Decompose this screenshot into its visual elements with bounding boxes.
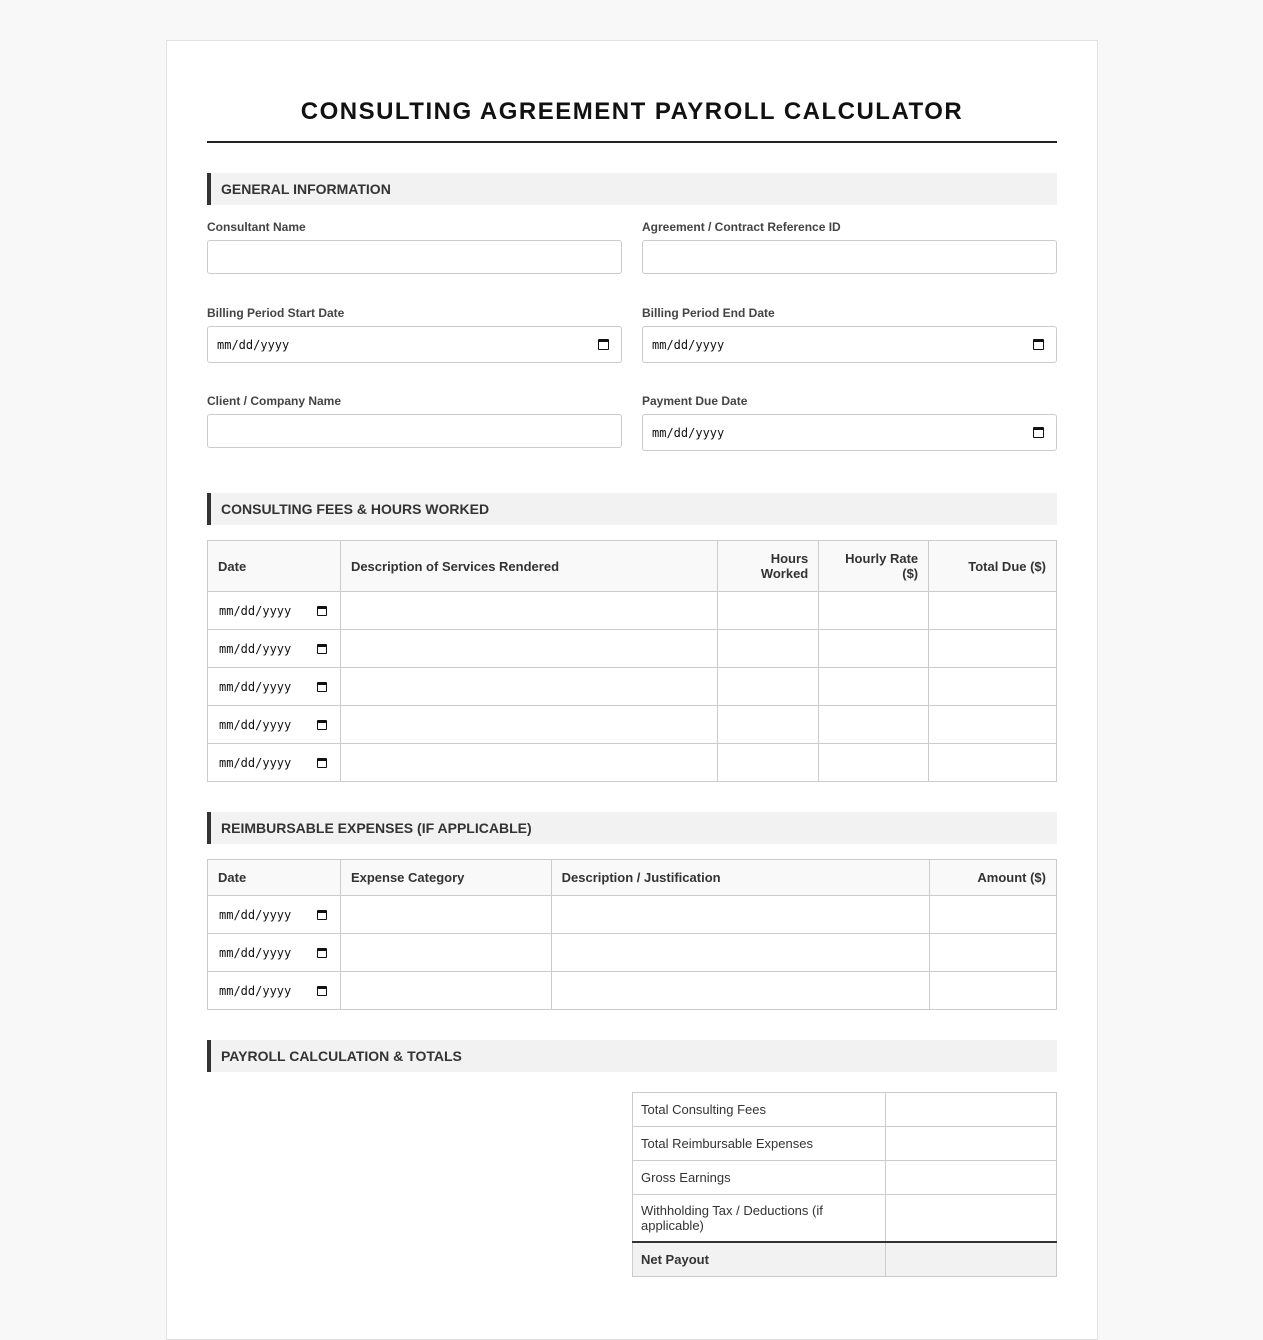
fees-date-cell[interactable]	[208, 706, 341, 744]
total-reimbursable-expenses-value[interactable]	[886, 1127, 1057, 1161]
fees-date-cell[interactable]	[208, 744, 341, 782]
fees-col-date: Date	[208, 541, 341, 592]
calendar-icon[interactable]	[317, 986, 327, 996]
fees-description-cell[interactable]	[340, 744, 717, 782]
fees-rate-cell[interactable]	[819, 668, 929, 706]
table-row	[208, 896, 1057, 934]
table-row	[208, 744, 1057, 782]
net-payout-label: Net Payout	[633, 1242, 886, 1277]
table-row	[208, 934, 1057, 972]
section-reimbursable-expenses: REIMBURSABLE EXPENSES (IF APPLICABLE)	[207, 812, 1057, 844]
expense-date-cell[interactable]	[208, 896, 341, 934]
total-consulting-fees-value[interactable]	[886, 1093, 1057, 1127]
expense-category-cell[interactable]	[340, 934, 551, 972]
calendar-icon[interactable]	[1033, 427, 1044, 438]
section-payroll-calculation: PAYROLL CALCULATION & TOTALS	[207, 1040, 1057, 1072]
fees-hours-cell[interactable]	[718, 668, 819, 706]
date-placeholder: mm/dd/yyyy	[219, 603, 292, 618]
fees-description-cell[interactable]	[340, 630, 717, 668]
table-row	[633, 1161, 1057, 1195]
billing-end-date-input[interactable]	[642, 326, 1057, 363]
expense-description-cell[interactable]	[551, 896, 929, 934]
expense-description-cell[interactable]	[551, 972, 929, 1010]
billing-end-label: Billing Period End Date	[642, 306, 775, 320]
fees-col-total: Total Due ($)	[929, 541, 1057, 592]
payment-due-date-input[interactable]	[642, 414, 1057, 451]
agreement-id-label: Agreement / Contract Reference ID	[642, 220, 841, 234]
expenses-col-category: Expense Category	[340, 860, 551, 896]
expenses-table	[207, 859, 1057, 1010]
expenses-col-amount: Amount ($)	[930, 860, 1057, 896]
page-title: CONSULTING AGREEMENT PAYROLL CALCULATOR	[300, 98, 964, 125]
expense-date-cell[interactable]	[208, 972, 341, 1010]
expense-amount-cell[interactable]	[930, 896, 1057, 934]
date-placeholder: mm/dd/yyyy	[219, 755, 292, 770]
fees-table	[207, 540, 1057, 782]
table-row	[633, 1242, 1057, 1277]
table-row	[208, 592, 1057, 630]
fees-col-description: Description of Services Rendered	[340, 541, 717, 592]
total-reimbursable-expenses-label: Total Reimbursable Expenses	[633, 1127, 886, 1161]
fees-hours-cell[interactable]	[718, 744, 819, 782]
gross-earnings-label: Gross Earnings	[633, 1161, 886, 1195]
date-placeholder: mm/dd/yyyy	[219, 641, 292, 656]
calendar-icon[interactable]	[317, 758, 327, 768]
section-general-information: GENERAL INFORMATION	[207, 173, 1057, 205]
calendar-icon[interactable]	[317, 682, 327, 692]
expense-amount-cell[interactable]	[930, 934, 1057, 972]
date-placeholder: mm/dd/yyyy	[219, 679, 292, 694]
expense-category-cell[interactable]	[340, 896, 551, 934]
agreement-id-input[interactable]	[642, 240, 1057, 274]
date-placeholder: mm/dd/yyyy	[219, 717, 292, 732]
gross-earnings-value[interactable]	[886, 1161, 1057, 1195]
fees-total-cell[interactable]	[929, 668, 1057, 706]
calendar-icon[interactable]	[317, 606, 327, 616]
fees-date-cell[interactable]	[208, 668, 341, 706]
calendar-icon[interactable]	[598, 339, 609, 350]
fees-total-cell[interactable]	[929, 592, 1057, 630]
table-row	[208, 630, 1057, 668]
fees-col-rate: Hourly Rate ($)	[819, 541, 929, 592]
section-consulting-fees: CONSULTING FEES & HOURS WORKED	[207, 493, 1057, 525]
expenses-col-description: Description / Justification	[551, 860, 929, 896]
billing-start-date-input[interactable]	[207, 326, 622, 363]
fees-rate-cell[interactable]	[819, 706, 929, 744]
client-name-label: Client / Company Name	[207, 394, 342, 408]
expense-category-cell[interactable]	[340, 972, 551, 1010]
fees-col-hours: Hours Worked	[718, 541, 819, 592]
fees-rate-cell[interactable]	[819, 744, 929, 782]
expense-date-cell[interactable]	[208, 934, 341, 972]
fees-date-cell[interactable]	[208, 592, 341, 630]
fees-description-cell[interactable]	[340, 668, 717, 706]
fees-description-cell[interactable]	[340, 706, 717, 744]
fees-rate-cell[interactable]	[819, 630, 929, 668]
fees-total-cell[interactable]	[929, 744, 1057, 782]
fees-hours-cell[interactable]	[718, 630, 819, 668]
date-placeholder: mm/dd/yyyy	[219, 983, 292, 998]
fees-total-cell[interactable]	[929, 630, 1057, 668]
table-row	[633, 1195, 1057, 1242]
fees-total-cell[interactable]	[929, 706, 1057, 744]
fees-rate-cell[interactable]	[819, 592, 929, 630]
date-placeholder: mm/dd/yyyy	[652, 425, 725, 440]
form-page	[166, 40, 1098, 1340]
date-placeholder: mm/dd/yyyy	[219, 945, 292, 960]
fees-date-cell[interactable]	[208, 630, 341, 668]
withholding-tax-value[interactable]	[886, 1195, 1057, 1242]
expense-amount-cell[interactable]	[930, 972, 1057, 1010]
fees-hours-cell[interactable]	[718, 706, 819, 744]
fees-hours-cell[interactable]	[718, 592, 819, 630]
consultant-name-label: Consultant Name	[207, 220, 306, 234]
client-name-input[interactable]	[207, 414, 622, 448]
totals-table	[632, 1092, 1057, 1277]
date-placeholder: mm/dd/yyyy	[652, 337, 725, 352]
table-row	[633, 1093, 1057, 1127]
table-row	[208, 668, 1057, 706]
expenses-col-date: Date	[208, 860, 341, 896]
date-placeholder: mm/dd/yyyy	[219, 907, 292, 922]
calendar-icon[interactable]	[317, 910, 327, 920]
consultant-name-input[interactable]	[207, 240, 622, 274]
fees-description-cell[interactable]	[340, 592, 717, 630]
table-row	[208, 706, 1057, 744]
table-row	[208, 972, 1057, 1010]
withholding-tax-label: Withholding Tax / Deductions (if applicable)	[633, 1195, 886, 1242]
calendar-icon[interactable]	[317, 720, 327, 730]
title-divider	[207, 141, 1057, 143]
calendar-icon[interactable]	[317, 948, 327, 958]
date-placeholder: mm/dd/yyyy	[217, 337, 290, 352]
calendar-icon[interactable]	[317, 644, 327, 654]
billing-start-label: Billing Period Start Date	[207, 306, 345, 320]
calendar-icon[interactable]	[1033, 339, 1044, 350]
table-row	[633, 1127, 1057, 1161]
payment-due-label: Payment Due Date	[642, 394, 748, 408]
expense-description-cell[interactable]	[551, 934, 929, 972]
net-payout-value[interactable]	[886, 1242, 1057, 1277]
total-consulting-fees-label: Total Consulting Fees	[633, 1093, 886, 1127]
